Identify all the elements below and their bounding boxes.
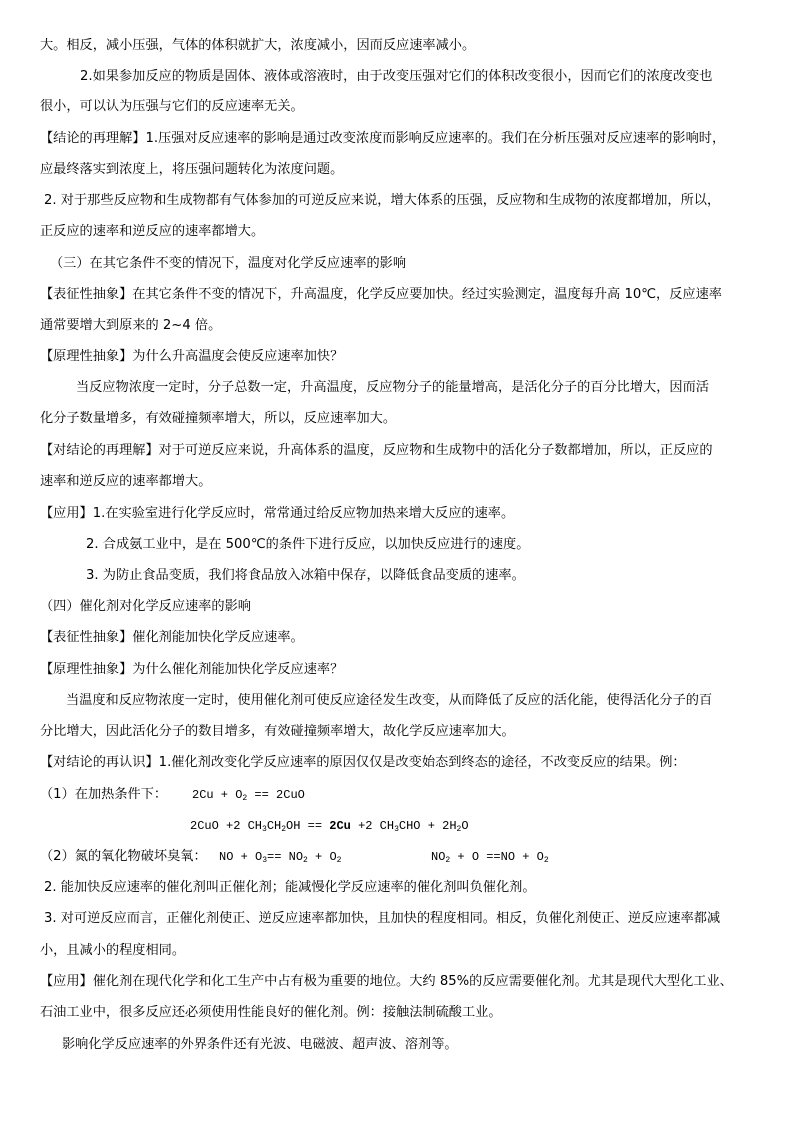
- eq-part: + O: [307, 850, 337, 864]
- paragraph-line: 2. 合成氨工业中，是在 500℃的条件下进行反应，以加快反应进行的速度。: [86, 537, 530, 552]
- eq-part: OH ==: [286, 819, 330, 833]
- paragraph-line: 2. 能加快反应速率的催化剂叫正催化剂；能减慢化学反应速率的催化剂叫负催化剂。: [44, 880, 536, 895]
- eq-sub: 2: [336, 856, 342, 865]
- eq-part: 2CuO +2 CH: [190, 819, 263, 833]
- eq-sub: 2: [445, 856, 451, 865]
- eq-part: 2Cu + O: [192, 788, 243, 802]
- eq-part: == NO: [267, 850, 304, 864]
- eq-sub: 2: [281, 825, 287, 834]
- paragraph-line: 【应用】1.在实验室进行化学反应时，常常通过给反应物加热来增大反应的速率。: [40, 506, 515, 521]
- eq-sub: 2: [242, 794, 248, 803]
- eq-part: O: [461, 819, 469, 833]
- eq-part: == 2CuO: [247, 788, 305, 802]
- section-heading: （四）催化剂对化学反应速率的影响: [40, 599, 251, 614]
- paragraph-line: 石油工业中，很多反应还必须使用性能良好的催化剂。例：接触法制硫酸工业。: [40, 1005, 502, 1020]
- equation-1: [192, 785, 305, 805]
- eq-part: + O ==NO + O: [450, 850, 544, 864]
- eq-part: CHO + 2H: [398, 819, 457, 833]
- paragraph-line: 当反应物浓度一定时，分子总数一定，升高温度，反应物分子的能量增高，是活化分子的百分比增大，因而活: [76, 380, 709, 395]
- eq-sub: 3: [394, 825, 399, 834]
- paragraph-line: 【表征性抽象】催化剂能加快化学反应速率。: [40, 630, 304, 645]
- eq-part: CH: [266, 819, 282, 833]
- paragraph-line: 2.如果参加反应的物质是固体、液体或溶液时，由于改变压强对它们的体积改变很小，因而它们的浓度改变也: [80, 69, 713, 84]
- paragraph-line: 应最终落实到浓度上，将压强问题转化为浓度问题。: [40, 162, 344, 177]
- section-heading: （三）在其它条件不变的情况下，温度对化学反应速率的影响: [50, 256, 407, 271]
- example-label: （1）在加热条件下：: [40, 787, 168, 802]
- paragraph-line: 大。相反，减小压强，气体的体积就扩大，浓度减小，因而反应速率减小。: [40, 38, 476, 53]
- paragraph-line: 【原理性抽象】为什么升高温度会使反应速率加快？: [40, 349, 344, 364]
- paragraph-line: 很小，可以认为压强与它们的反应速率无关。: [40, 99, 304, 114]
- paragraph-line: 2. 对于那些反应物和生成物都有气体参加的可逆反应来说，增大体系的压强，反应物和生成物的浓度都增加，所以，: [44, 193, 721, 208]
- eq-sub: 3: [262, 825, 267, 834]
- eq-part: NO: [431, 850, 446, 864]
- example-label: （2）氮的氧化物破坏臭氧：: [40, 849, 207, 864]
- eq-sub: 3: [262, 856, 268, 865]
- equation-3: [219, 847, 341, 867]
- paragraph-line: 影响化学反应速率的外界条件还有光波、电磁波、超声波、溶剂等。: [62, 1037, 458, 1052]
- paragraph-line: 【结论的再理解】1.压强对反应速率的影响是通过改变浓度而影响反应速率的。我们在分析压强对反应速率的影响时，: [40, 131, 726, 146]
- eq-part: 2Cu: [329, 819, 351, 833]
- paragraph-line: 【应用】催化剂在现代化学和化工生产中占有极为重要的地位。大约 85%的反应需要催化剂。尤其是现代大型化工业、: [40, 974, 733, 989]
- paragraph-line: 【对结论的再认识】1.催化剂改变化学反应速率的原因仅仅是改变始态到终态的途径，不改变反应的结果。例：: [40, 755, 686, 770]
- paragraph-line: 通常要增大到原来的 2~4 倍。: [40, 318, 222, 333]
- eq-part: NO + O: [219, 850, 263, 864]
- eq-part: +2 CH: [350, 819, 395, 833]
- eq-sub: 2: [543, 856, 549, 865]
- paragraph-line: 【对结论的再理解】对于可逆反应来说，升高体系的温度，反应物和生成物中的活化分子数都增加，所以，正反应的: [40, 443, 713, 458]
- eq-sub: 2: [456, 825, 462, 834]
- equation-4: [431, 847, 549, 867]
- paragraph-line: 化分子数量增多，有效碰撞频率增大，所以，反应速率加大。: [40, 411, 397, 426]
- paragraph-line: 【表征性抽象】在其它条件不变的情况下，升高温度，化学反应要加快。经过实验测定，温度每升高 10℃，反应速率: [40, 287, 722, 302]
- paragraph-line: 【原理性抽象】为什么催化剂能加快化学反应速率？: [40, 662, 344, 677]
- paragraph-line: 3. 对可逆反应而言，正催化剂使正、逆反应速率都加快，且加快的程度相同。相反，负催化剂使正、逆反应速率都减: [44, 911, 721, 926]
- paragraph-line: 3. 为防止食品变质，我们将食品放入冰箱中保存，以降低食品变质的速率。: [86, 568, 525, 583]
- eq-sub: 2: [303, 856, 308, 865]
- paragraph-line: 正反应的速率和逆反应的速率都增大。: [40, 224, 265, 239]
- paragraph-line: 小，且减小的程度相同。: [40, 943, 186, 958]
- paragraph-line: 速率和逆反应的速率都增大。: [40, 474, 212, 489]
- paragraph-line: 当温度和反应物浓度一定时，使用催化剂可使反应途径发生改变，从而降低了反应的活化能，使得活化分子的百: [66, 693, 713, 708]
- paragraph-line: 分比增大，因此活化分子的数目增多，有效碰撞频率增大，故化学反应速率加大。: [40, 724, 515, 739]
- equation-2: [190, 816, 469, 836]
